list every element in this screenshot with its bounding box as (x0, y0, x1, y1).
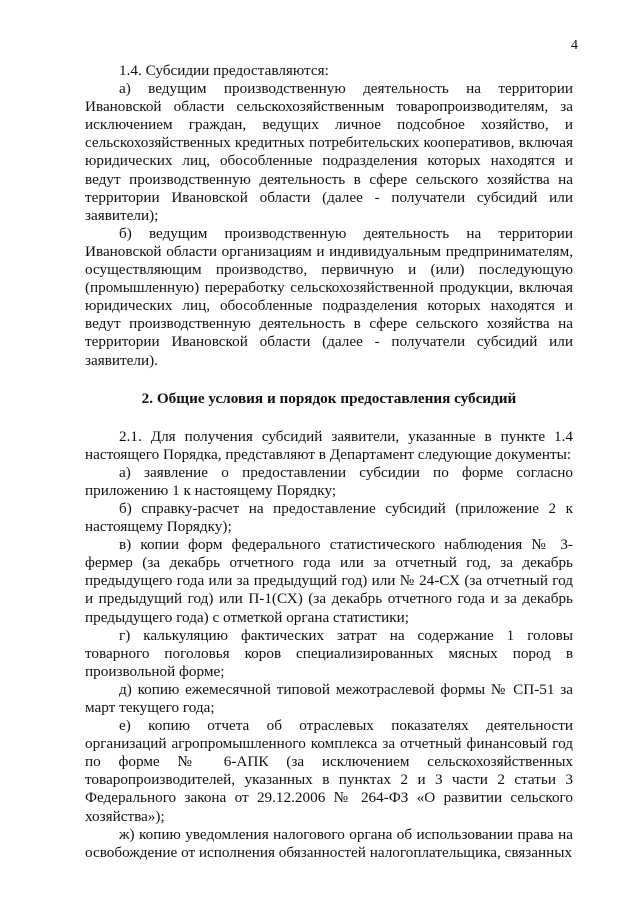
section-2-1-item-v: в) копии форм федерального статистического наблюдения № 3-фермер (за декабрь отчетного года или за отчетный год, за декабрь предыдущего года или за предыдущий год) или № 24-СХ (за отчетный год и предыдущий год) или П-1(СХ) (за декабрь отчетного года и за декабрь предыдущего года) с отметкой органа статистики; (85, 536, 573, 626)
document-body (85, 62, 573, 862)
section-1-4-intro: 1.4. Субсидии предоставляются: (119, 62, 329, 79)
section-2-1-item-g: г) калькуляцию фактических затрат на содержание 1 головы товарного поголовья коров специализированных мясных пород в произвольной форме; (85, 626, 573, 680)
section-2-1-intro: 2.1. Для получения субсидий заявители, указанные в пункте 1.4 настоящего Порядка, представляют в Департамент следующие документы: (85, 427, 573, 463)
section-2-1-item-d: д) копию ежемесячной типовой межотраслевой формы № СП-51 за март текущего года; (85, 680, 573, 716)
section-2-1-item-e: е) копию отчета об отраслевых показателях деятельности организаций агропромышленного комплекса за отчетный финансовый год по форме № 6-АПК (за исключением сельскохозяйственных товаропроизводителей, указанных в пунктах 2 и 3 части 2 статьи 3 Федерального закона от 29.12.2006 № 264-ФЗ «О развитии сельского хозяйства»); (85, 717, 573, 825)
section-1-4-item-a: а) ведущим производственную деятельность на территории Ивановской области сельскохозяйственным товаропроизводителям, за исключением граждан, ведущих личное подсобное хозяйство, и сельскохозяйственных кредитных потребительских кооперативов, включая юридических лиц, обособленные подразделения которых находятся и ведут производственную деятельность в сфере сельского хозяйства на территории Ивановской области (далее - получатели субсидий или заявители); (85, 80, 573, 224)
section-2-1-item-zh: ж) копию уведомления налогового органа об использовании права на освобождение от исполнения обязанностей налогоплательщика, связанных (85, 825, 573, 861)
page-number: 4 (571, 38, 578, 53)
section-2-1-item-b: б) справку-расчет на предоставление субсидий (приложение 2 к настоящему Порядку); (85, 499, 573, 536)
section-2-1-item-a: а) заявление о предоставлении субсидии по форме согласно приложению 1 к настоящему Порядку; (85, 463, 573, 499)
section-2-heading: 2. Общие условия и порядок предоставления субсидий (141, 389, 517, 407)
section-1-4-item-b: б) ведущим производственную деятельность на территории Ивановской области организациям и индивидуальным предпринимателям, осуществляющим производство, первичную и (или) последующую (промышленную) переработку сельскохозяйственной продукции, включая юридических лиц, обособленные подразделения которых находятся и ведут производственную деятельность в сфере сельского хозяйства на территории Ивановской области (далее - получатели субсидий или заявители). (85, 224, 573, 369)
